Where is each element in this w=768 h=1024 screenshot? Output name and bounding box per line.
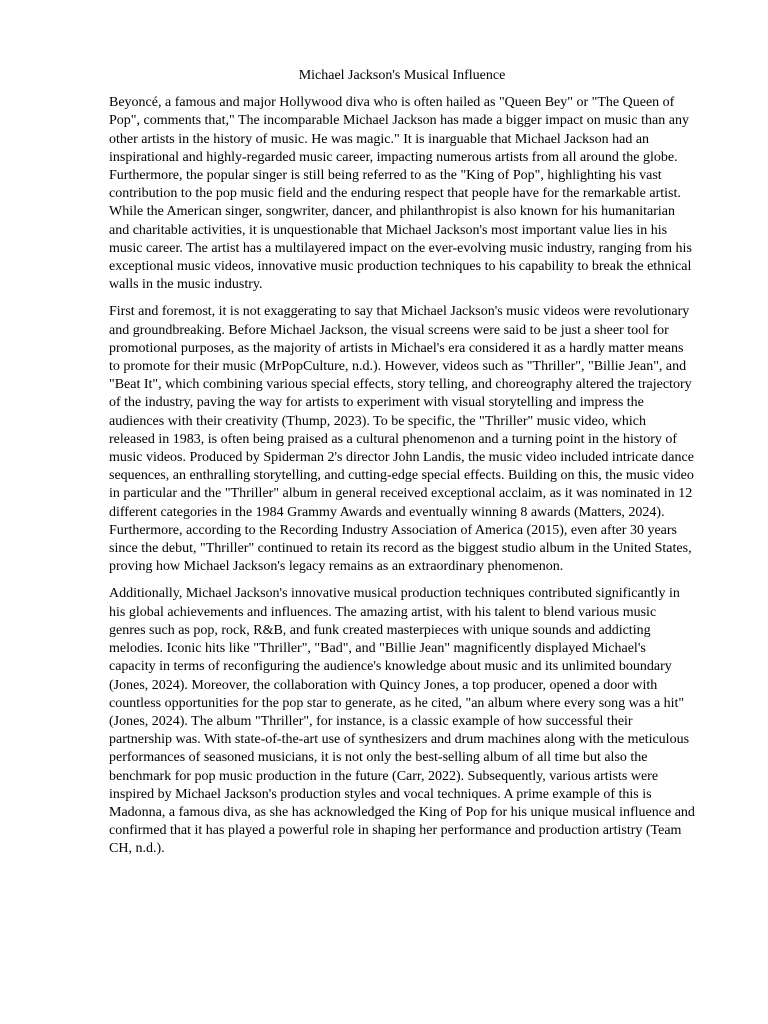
paragraph-intro: Beyoncé, a famous and major Hollywood diva who is often hailed as "Queen Bey" or "The Queen of Pop", comments that," The incomparable Michael Jackson has made a bigger impact on music than any other artists in the history of music. He was magic." It is inarguable that Michael Jackson had an inspirational and highly-regarded music career, impacting numerous artists from all around the globe. Furthermore, the popular singer is still being referred to as the "King of Pop", highlighting his vast contribution to the pop music field and the enduring respect that people have for the remarkable artist. While the American singer, songwriter, dancer, and philanthropist is also known for his humanitarian and charitable activities, it is unquestionable that Michael Jackson's most important value lies in his music career. The artist has a multilayered impact on the ever-evolving music industry, ranging from his exceptional music videos, innovative music production techniques to his capability to break the ethnical walls in the music industry. xyxy=(109,95,692,293)
document-page xyxy=(109,67,695,868)
document-title: Michael Jackson's Musical Influence xyxy=(298,68,506,83)
paragraph-music-videos: First and foremost, it is not exaggerating to say that Michael Jackson's music videos were revolutionary and groundbreaking. Before Michael Jackson, the visual screens were said to be just a sheer tool for promotional purposes, as the majority of artists in Michael's era considered it as a hardly matter means to promote for their music (MrPopCulture, n.d.). However, videos such as "Thriller", "Billie Jean", and "Beat It", which combining various special effects, story telling, and choreography altered the trajectory of the industry, paving the way for artists to experiment with visual storytelling and impress the audiences with their creativity (Thump, 2023). To be specific, the "Thriller" music video, which released in 1983, is often being praised as a cultural phenomenon and a turning point in the history of music videos. Produced by Spiderman 2's director John Landis, the music video included intricate dance sequences, an enthralling storytelling, and cutting-edge special effects. Building on this, the music video in particular and the "Thriller" album in general received exceptional acclaim, as it was nominated in 12 different categories in the 1984 Grammy Awards and eventually winning 8 awards (Matters, 2024). Furthermore, according to the Recording Industry Association of America (2015), even after 30 years since the debut, "Thriller" continued to retain its record as the biggest studio album in the United States, proving how Michael Jackson's legacy remains as an extraordinary phenomenon. xyxy=(109,304,694,575)
paragraph-production-techniques: Additionally, Michael Jackson's innovative musical production techniques contributed significantly in his global achievements and influences. The amazing artist, with his talent to blend various music genres such as pop, rock, R&B, and funk created masterpieces with unique sounds and addicting melodies. Iconic hits like "Thriller", "Bad", and "Billie Jean" magnificently displayed Michael's capacity in terms of reconfiguring the audience's knowledge about music and its unlimited boundary (Jones, 2024). Moreover, the collaboration with Quincy Jones, a top producer, opened a door with countless opportunities for the pop star to generate, as he cited, "an album where every song was a hit" (Jones, 2024). The album "Thriller", for instance, is a classic example of how successful their partnership was. With state-of-the-art use of synthesizers and drum machines along with the meticulous performances of seasoned musicians, it is not only the best-selling album of all time but also the benchmark for pop music production in the future (Carr, 2022). Subsequently, various artists were inspired by Michael Jackson's production styles and vocal techniques. A prime example of this is Madonna, a famous diva, as she has acknowledged the King of Pop for his unique musical influence and confirmed that it has played a powerful role in shaping her performance and production artistry (Team CH, n.d.). xyxy=(109,586,695,857)
